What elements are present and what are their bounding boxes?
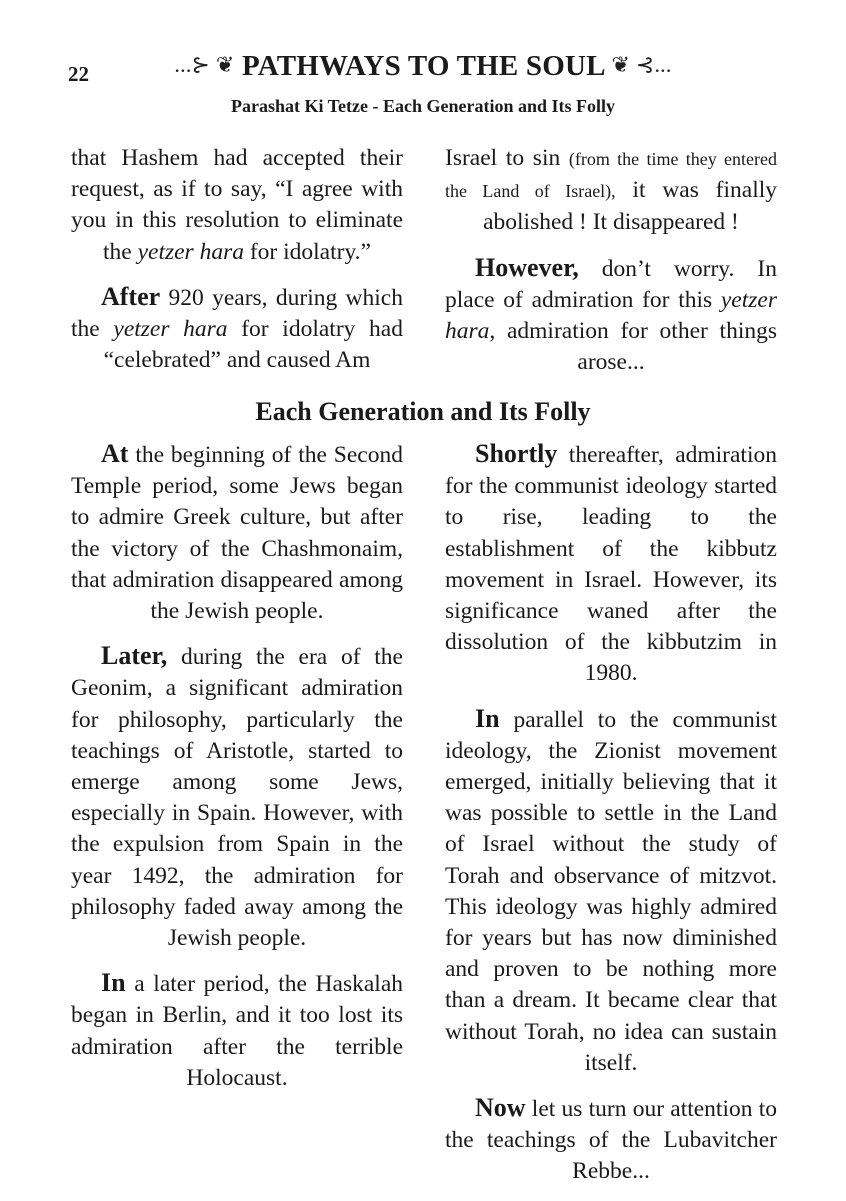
parenthetical-note: (from the time they entered the Land of Israel),	[445, 149, 778, 202]
paragraph-text: let us turn our attention to the teachings of the Lubavitcher Rebbe...	[445, 1096, 777, 1185]
text-run: for idolatry.”	[243, 238, 371, 265]
text-run: 920 years, during which the	[71, 284, 403, 343]
text-run: for idolatry had “celebrated” and caused Am	[103, 316, 403, 374]
intro-left-paragraph-2	[71, 281, 403, 377]
section-title: Each Generation and Its Folly	[255, 397, 591, 426]
intro-right-column	[445, 143, 777, 391]
paragraph-text: the beginning of the Second Temple period, some Jews began to admire Greek culture, but after the victory of the Chashmonaim, that admiration disappeared among the Jewish people.	[71, 442, 403, 625]
paragraph-lead-word: After	[101, 281, 161, 311]
text-run: don’t worry. In place of admiration for this	[445, 255, 777, 313]
paragraph-lead-word: Shortly	[475, 439, 558, 468]
section-paragraph	[71, 967, 403, 1094]
text-run: it was finally abolished ! It disappeared !	[483, 177, 778, 236]
running-subtitle: Parashat Ki Tetze - Each Generation and Its Folly	[231, 96, 615, 116]
section-right-column	[445, 438, 777, 1201]
intro-right-paragraph-2	[445, 252, 777, 379]
paragraph-lead-word: However,	[475, 252, 579, 282]
section-paragraph	[445, 1092, 777, 1188]
section-left-column	[71, 438, 403, 1107]
paragraph-lead-word: In	[101, 968, 126, 998]
flourish-right-ornament: ❦ ⊰...	[611, 52, 672, 77]
paragraph-lead-word: Later,	[101, 641, 168, 671]
section-paragraph	[445, 703, 777, 1079]
paragraph-lead-word: In	[475, 703, 500, 733]
text-run: that Hashem had accepted their request, as if to say, “I agree with you in this resolution to eliminate the	[71, 145, 403, 265]
paragraph-text: parallel to the communist ideology, the Zionist movement emerged, initially believing that it was possible to settle in the Land of Israel without the study of Torah and observance of mitzvot. This ideology was highly admired for years but has now diminished and proven to be nothing more than a dream. It became clear that without Torah, no idea can sustain itself.	[445, 706, 777, 1076]
section-paragraph	[445, 438, 777, 690]
emphasis-term: yetzer hara	[137, 238, 244, 265]
paragraph-lead-word: Now	[475, 1093, 526, 1123]
book-title: PATHWAYS TO THE SOUL	[241, 50, 605, 82]
page-number: 22	[68, 62, 89, 86]
intro-right-paragraph-1	[445, 143, 777, 239]
text-run: , admiration for other things arose...	[489, 318, 777, 376]
flourish-left-ornament: ...⊱ ❦	[174, 52, 235, 77]
running-title	[0, 50, 846, 83]
intro-left-paragraph-1	[71, 143, 403, 268]
section-paragraph	[71, 438, 403, 627]
text-run: Israel to sin	[445, 145, 569, 171]
paragraph-text: a later period, the Haskalah began in Berlin, and it too lost its admiration after the terrible Holocaust.	[71, 971, 403, 1091]
emphasis-term: yetzer hara	[113, 316, 228, 343]
section-paragraph	[71, 640, 403, 954]
paragraph-text: thereafter, admiration for the communist ideology started to rise, leading to the establishment of the kibbutz movement in Israel. However, its significance waned after the dissolution of the kibbutzim in 1980.	[445, 442, 777, 687]
paragraph-text: during the era of the Geonim, a significant admiration for philosophy, particularly the teachings of Aristotle, started to emerge among some Jews, especially in Spain. However, with the expulsion from Spain in the year 1492, the admiration for philosophy faded away among the Jewish people.	[71, 644, 403, 952]
paragraph-lead-word: At	[101, 439, 129, 468]
intro-left-column	[71, 143, 403, 389]
emphasis-term: yetzer hara	[445, 286, 777, 345]
